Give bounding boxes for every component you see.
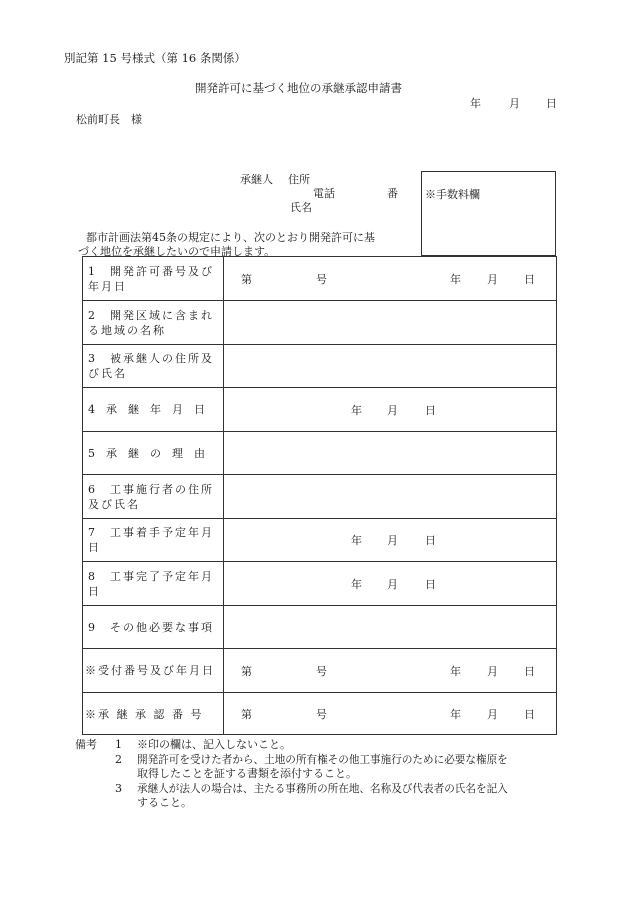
document-title: 開発許可に基づく地位の承継承認申請書 xyxy=(195,81,402,95)
notes-item: 3 承継人が法人の場合は、主たる事務所の所在地、名称及び代表者の氏名を記入 xyxy=(115,781,508,795)
row-label: 1 開発許可番号及び年月日 xyxy=(83,257,224,300)
table-row xyxy=(83,257,556,301)
applicant-phone-label: 電話 xyxy=(313,187,335,200)
notes-item: 2 開発許可を受けた者から、土地の所有権その他工事施行のために必要な権原を xyxy=(115,752,508,766)
row-label: 7 工事着手予定年月日 xyxy=(83,519,224,561)
application-table xyxy=(82,256,557,735)
row-label: 6 工事施行者の住所及び氏名 xyxy=(83,475,224,518)
table-row xyxy=(83,301,556,345)
notes-item: 取得したことを証する書類を添付すること。 xyxy=(137,767,357,780)
row-value[interactable] xyxy=(224,345,556,387)
row-value[interactable]: 年 月 日 xyxy=(351,403,436,417)
row-label: 2 開発区域に含まれる地域の名称 xyxy=(83,301,224,344)
fee-box xyxy=(421,171,556,256)
table-row xyxy=(83,606,556,649)
notes-item: すること。 xyxy=(137,796,192,809)
date-year-label: 年 xyxy=(470,97,481,110)
row-label: 8 工事完了予定年月日 xyxy=(83,562,224,605)
row-label: 4 承 継 年 月 日 xyxy=(83,388,224,431)
applicant-phone-ban: 番 xyxy=(387,187,398,200)
table-row xyxy=(83,693,556,735)
notes-section xyxy=(75,738,575,811)
row-label: 3 被承継人の住所及び氏名 xyxy=(83,345,224,387)
row-value[interactable]: 第 号 年 月 日 xyxy=(241,664,535,678)
table-row xyxy=(83,432,556,475)
table-row xyxy=(83,345,556,388)
row-value[interactable] xyxy=(224,432,556,474)
row-label: ※受付番号及び年月日 xyxy=(83,649,224,692)
table-row xyxy=(83,475,556,519)
applicant-role-label: 承継人 xyxy=(240,173,273,186)
table-row xyxy=(83,388,556,432)
table-row xyxy=(83,519,556,562)
row-value[interactable]: 年 月 日 xyxy=(351,577,436,591)
statement-line-1: 都市計画法第45条の規定により、次のとおり開発許可に基 xyxy=(86,231,375,244)
form-number: 別記第 15 号様式（第 16 条関係） xyxy=(64,51,246,65)
table-row xyxy=(83,562,556,606)
fee-box-label: ※手数料欄 xyxy=(425,188,480,201)
statement-line-2: づく地位を承継したいので申請します。 xyxy=(78,245,276,258)
applicant-address-label: 住所 xyxy=(288,173,310,186)
row-value[interactable]: 年 月 日 xyxy=(351,534,436,547)
row-value[interactable] xyxy=(224,475,556,518)
row-value[interactable] xyxy=(224,606,556,648)
row-label: ※承 継 承 認 番 号 xyxy=(83,693,224,735)
row-label: 9 その他必要な事項 xyxy=(83,606,224,648)
applicant-name-label: 氏名 xyxy=(290,201,312,214)
table-row xyxy=(83,649,556,693)
row-value[interactable]: 第 号 年 月 日 xyxy=(241,272,535,286)
addressee: 松前町長 様 xyxy=(76,113,142,126)
notes-heading: 備考 xyxy=(75,738,97,751)
row-value[interactable]: 第 号 年 月 日 xyxy=(241,708,535,721)
date-day-label: 日 xyxy=(546,97,557,110)
date-month-label: 月 xyxy=(509,97,520,110)
row-label: 5 承 継 の 理 由 xyxy=(83,432,224,474)
notes-item: 備考 1 ※印の欄は、記入しないこと。 xyxy=(75,738,291,751)
row-value[interactable] xyxy=(224,301,556,344)
